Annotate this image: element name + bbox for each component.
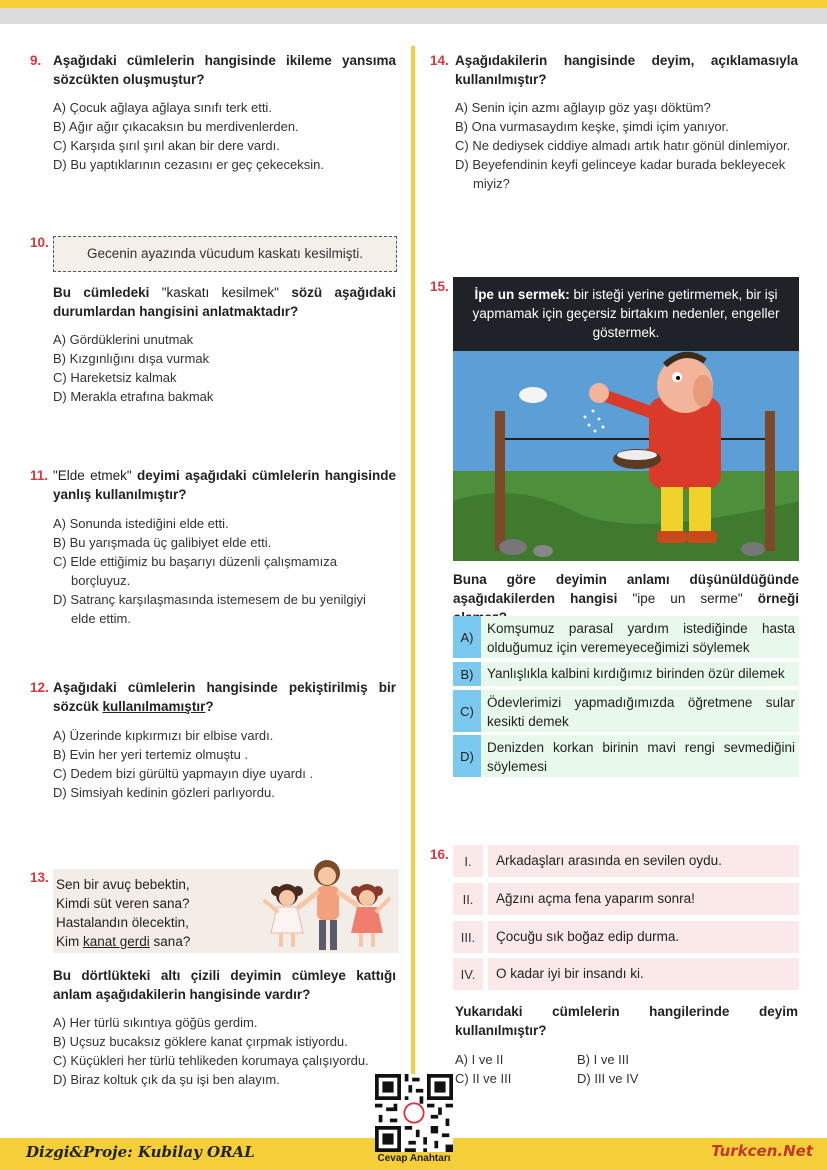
q15-answer-d[interactable]	[453, 735, 799, 777]
q16-row-4-num: IV.	[453, 958, 483, 990]
q10-question-part1: Bu cümledeki	[53, 285, 162, 300]
q13-poem-idiom: kanat gerdi	[83, 934, 150, 949]
q10-option-c[interactable]: C) Hareketsiz kalmak	[53, 370, 177, 385]
q11-options	[53, 514, 386, 628]
q9-option-a[interactable]: A) Çocuk ağlaya ağlaya sınıfı terk etti.	[53, 100, 272, 115]
qr-label: Cevap Anahtarı	[377, 1153, 451, 1164]
q12-option-b[interactable]: B) Evin her yeri tertemiz olmuştu .	[53, 747, 249, 762]
q15-answer-c[interactable]	[453, 690, 799, 732]
q15-answer-a-letter: A)	[453, 616, 481, 658]
q15-answer-b-letter: B)	[453, 662, 481, 686]
q16-row-2-num: II.	[453, 883, 483, 915]
q10-options	[53, 330, 398, 406]
q11-question-part2: deyimi aşağıdaki cümlelerin hangisinde yanlış kullanılmıştır?	[53, 468, 397, 502]
q9-options	[53, 98, 398, 174]
flour-on-rope-illustration	[453, 351, 799, 561]
q10-question-part2: sözü aşağıdaki durumlardan hangisini anlatmaktadır?	[53, 285, 396, 319]
q11-question-quote: "Elde etmek"	[53, 468, 132, 483]
q11-option-d[interactable]: D) Satranç karşılaşmasında istemesem de bu yenilgiyi elde ettim.	[53, 592, 366, 626]
q15-answer-b-text: Yanlışlıkla kalbini kırdığımız birinden özür dilemek	[487, 666, 785, 681]
q9-question: Aşağıdaki cümlelerin hangisinde ikileme yansıma sözcükten oluşmuştur?	[53, 53, 396, 87]
q15-answer-a-text: Komşumuz parasal yardım istediğinde hasta olduğumuz için veremeyeceğimizi söylemek	[487, 621, 795, 655]
q11-option-c[interactable]: C) Elde ettiğimiz bu başarıyı düzenli çalışmamıza borçluyuz.	[53, 554, 337, 588]
q13-poem-line-4	[56, 932, 190, 951]
q13-option-a[interactable]: A) Her türlü sıkıntıya göğüs gerdim.	[53, 1015, 258, 1030]
q14-option-d[interactable]: D) Beyefendinin keyfi gelinceye kadar burada bekleyecek miyiz?	[455, 157, 786, 191]
q12-options	[53, 726, 398, 802]
q16-row-3-num: III.	[453, 921, 483, 953]
q16-option-d[interactable]: D) III ve IV	[577, 1071, 639, 1086]
q14-option-a[interactable]: A) Senin için azmı ağlayıp göz yaşı döktüm?	[455, 100, 711, 115]
q13-poem	[56, 875, 190, 951]
q15-answer-c-letter: C)	[453, 690, 481, 732]
q15-answer-d-letter: D)	[453, 735, 481, 777]
column-divider	[411, 46, 415, 1096]
family-illustration	[249, 855, 397, 953]
q15-question-part2: örneği	[742, 591, 799, 606]
q11-question	[53, 466, 396, 504]
q13-poem-line-4-part2: sana?	[149, 934, 191, 949]
q10-option-b[interactable]: B) Kızgınlığını dışa vurmak	[53, 351, 210, 366]
q12-option-a[interactable]: A) Üzerinde kıpkırmızı bir elbise vardı.	[53, 728, 274, 743]
q13-question: Bu dörtlükteki altı çizili deyimin cümleye kattığı anlam aşağıdakilerin hangisinde vardır?	[53, 968, 396, 1002]
q15-number: 15.	[430, 279, 449, 294]
q12-question-part1: Aşağıdaki cümlelerin hangisinde pekiştirilmiş bir sözcük	[53, 680, 396, 714]
q10-question-quote: "kaskatı kesilmek"	[161, 285, 279, 300]
q13-number: 13.	[30, 870, 49, 885]
q13-option-d[interactable]: D) Biraz koltuk çık da şu işi ben alayım.	[53, 1072, 280, 1087]
q15-answer-b[interactable]	[453, 662, 799, 686]
q15-definition	[461, 285, 791, 342]
q10-option-a[interactable]: A) Gördüklerini unutmak	[53, 332, 194, 347]
q13-option-b[interactable]: B) Uçsuz bucaksız göklere kanat çırpmak istiyordu.	[53, 1034, 348, 1049]
q9-option-b[interactable]: B) Ağır ağır çıkacaksın bu merdivenlerden.	[53, 119, 299, 134]
q13-option-c[interactable]: C) Küçükleri her türlü tehlikeden korumaya çalışıyordu.	[53, 1053, 369, 1068]
q15-idiom-term: İpe un sermek:	[474, 287, 570, 302]
q16-row-2-text: Ağzını açma fena yaparım sonra!	[488, 883, 799, 915]
q14-option-c[interactable]: C) Ne dediysek ciddiye almadı artık hatır gönül dinlemiyor.	[455, 138, 791, 153]
q16-option-c[interactable]: C) II ve III	[455, 1071, 512, 1086]
q15-question-quote: "ipe un serme"	[632, 591, 743, 606]
q13-poem-line-1: Sen bir avuç bebektin,	[56, 877, 190, 892]
q15-idiom-meaning: bir isteği yerine getirmemek, bir işi yapmamak için geçersiz birtakım nedenler, engeller göstermek.	[472, 287, 780, 340]
q12-option-c[interactable]: C) Dedem bizi gürültü yapmayın diye uyardı .	[53, 766, 314, 781]
q14-options	[455, 98, 798, 193]
q11-option-a[interactable]: A) Sonunda istediğini elde etti.	[53, 516, 229, 531]
q12-question-part2: ?	[205, 699, 214, 714]
q11-number: 11.	[30, 468, 49, 483]
q16-row-3-text: Çocuğu sık boğaz edip durma.	[488, 921, 799, 953]
q13-poem-line-3: Hastalandın ölecektin,	[56, 915, 189, 930]
q9-number: 9.	[30, 53, 42, 68]
q12-number: 12.	[30, 680, 49, 695]
q16-question: Yukarıdaki cümlelerin hangilerinde deyim kullanılmıştır?	[455, 1004, 798, 1038]
answer-key-qr-code[interactable]	[375, 1074, 453, 1152]
q9-option-c[interactable]: C) Karşıda şırıl şırıl akan bir dere vardı.	[53, 138, 280, 153]
q10-sentence-box: Gecenin ayazında vücudum kaskatı kesilmişti.	[53, 236, 397, 272]
q13-poem-line-2: Kimdi süt veren sana?	[56, 896, 190, 911]
q16-option-b[interactable]: B) I ve III	[577, 1052, 630, 1067]
q11-option-b[interactable]: B) Bu yarışmada üç galibiyet elde etti.	[53, 535, 272, 550]
top-yellow-band	[0, 0, 827, 8]
q15-definition-panel	[453, 277, 799, 561]
q16-option-a[interactable]: A) I ve II	[455, 1052, 504, 1067]
q15-answer-c-text: Ödevlerimizi yapmadığımızda öğretmene sular kesikti demek	[487, 695, 795, 729]
q16-options	[455, 1050, 715, 1088]
q13-poem-box	[53, 869, 399, 953]
q15-question-part1: Buna göre deyimin anlamı düşünüldüğünde aşağıdakilerden hangisi	[453, 572, 799, 606]
q12-option-d[interactable]: D) Simsiyah kedinin gözleri parlıyordu.	[53, 785, 275, 800]
q12-question	[53, 678, 396, 716]
q16-number: 16.	[430, 847, 449, 862]
q10-question	[53, 283, 396, 321]
top-gray-band	[0, 8, 827, 24]
q14-number: 14.	[430, 53, 449, 68]
q16-row-1-text: Arkadaşları arasında en sevilen oydu.	[488, 845, 799, 877]
q10-number: 10.	[30, 235, 49, 250]
footer-credit: Dizgi&Proje: Kubilay ORAL	[26, 1143, 255, 1161]
q10-option-d[interactable]: D) Merakla etrafına bakmak	[53, 389, 214, 404]
q16-row-4-text: O kadar iyi bir insandı ki.	[488, 958, 799, 990]
site-logo[interactable]: Turkcen.Net	[711, 1142, 813, 1160]
q16-row-1-num: I.	[453, 845, 483, 877]
q14-option-b[interactable]: B) Ona vurmasaydım keşke, şimdi içim yanıyor.	[455, 119, 729, 134]
q9-option-d[interactable]: D) Bu yaptıklarının cezasını er geç çekeceksin.	[53, 157, 324, 172]
q14-question: Aşağıdakilerin hangisinde deyim, açıklamasıyla kullanılmıştır?	[455, 53, 798, 87]
q13-options	[53, 1013, 398, 1089]
q12-question-underlined: kullanılmamıştır	[102, 699, 206, 714]
q15-answer-a[interactable]	[453, 616, 799, 658]
q15-answer-d-text: Denizden korkan birinin mavi rengi sevmediğini söylemesi	[487, 740, 795, 774]
q13-poem-line-4-part1: Kim	[56, 934, 83, 949]
